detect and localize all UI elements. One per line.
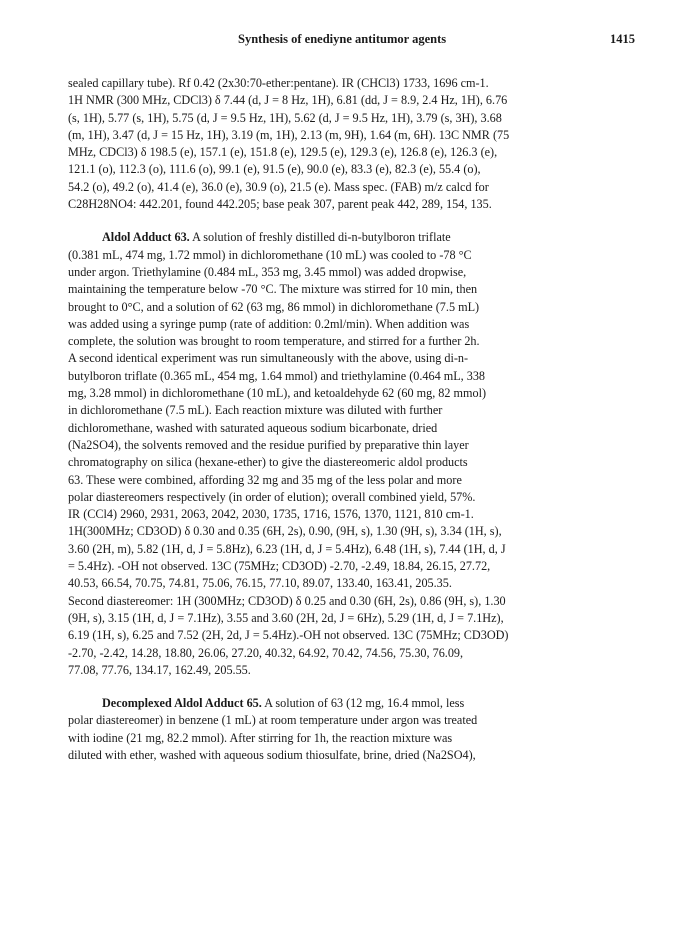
text-line: 1H(300MHz; CD3OD) δ 0.30 and 0.35 (6H, 2s), 0.90, (9H, s), 1.30 (9H, s), 3.34 (1H, s),	[68, 524, 502, 539]
section-heading: Decomplexed Aldol Adduct 65.	[102, 696, 262, 711]
text-line: 77.08, 77.76, 134.17, 162.49, 205.55.	[68, 662, 251, 677]
text-line: C28H28NO4: 442.201, found 442.205; base peak 307, parent peak 442, 289, 154, 135.	[68, 197, 492, 212]
text-line: (0.381 mL, 474 mg, 1.72 mmol) in dichloromethane (10 mL) was cooled to -78 °C	[68, 247, 472, 262]
text-line: 54.2 (o), 49.2 (o), 41.4 (e), 36.0 (e), 30.9 (o), 21.5 (e). Mass spec. (FAB) m/z calcd for	[68, 179, 489, 194]
text-line: in dichloromethane (7.5 mL). Each reaction mixture was diluted with further	[68, 403, 443, 418]
text-line: 121.1 (o), 112.3 (o), 111.6 (o), 99.1 (e), 91.5 (e), 90.0 (e), 83.3 (e), 82.3 (e), 55.4 (o),	[68, 162, 481, 177]
text-line: A second identical experiment was run simultaneously with the above, using di-n-	[68, 351, 469, 366]
running-title: Synthesis of enediyne antitumor agents	[238, 32, 447, 46]
text-line: A solution of freshly distilled di-n-butylboron triflate	[192, 230, 451, 245]
text-line: mg, 3.28 mmol) in dichloromethane (10 mL), and ketoaldehyde 62 (60 mg, 82 mmol)	[68, 386, 487, 401]
aldol-adduct-section	[68, 229, 624, 679]
text-line: A solution of 63 (12 mg, 16.4 mmol, less	[264, 696, 465, 711]
text-line: was added using a syringe pump (rate of addition: 0.2ml/min). When addition was	[68, 316, 470, 331]
page-body	[68, 75, 624, 764]
text-line: dichloromethane, washed with saturated aqueous sodium bicarbonate, dried	[68, 420, 438, 435]
text-line: maintaining the temperature below -70 °C. The mixture was stirred for 10 min, then	[68, 282, 478, 297]
text-line: with iodine (21 mg, 82.2 mmol). After stirring for 1h, the reaction mixture was	[68, 730, 453, 745]
text-line: sealed capillary tube). Rf 0.42 (2x30:70-ether:pentane). IR (CHCl3) 1733, 1696 cm-1.	[68, 76, 489, 90]
text-line: brought to 0°C, and a solution of 62 (63 mg, 86 mmol) in dichloromethane (7.5 mL)	[68, 299, 480, 314]
text-line: chromatography on silica (hexane-ether) to give the diastereomeric aldol products	[68, 455, 468, 470]
page-number: 1415	[610, 32, 635, 46]
text-line: polar diastereomers respectively (in order of elution); overall combined yield, 57%.	[68, 489, 476, 504]
running-header	[0, 32, 680, 48]
text-line: (Na2SO4), the solvents removed and the residue purified by preparative thin layer	[68, 437, 469, 452]
text-line: under argon. Triethylamine (0.484 mL, 353 mg, 3.45 mmol) was added dropwise,	[68, 264, 467, 279]
text-line: complete, the solution was brought to room temperature, and stirred for a further 2h.	[68, 334, 480, 349]
text-line: 6.19 (1H, s), 6.25 and 7.52 (2H, 2d, J = 5.4Hz).-OH not observed. 13C (75MHz; CD3OD)	[68, 628, 509, 643]
text-line: -2.70, -2.42, 14.28, 18.80, 26.06, 27.20, 40.32, 64.92, 70.42, 74.56, 75.30, 76.09,	[68, 645, 464, 660]
decomplexed-adduct-section	[68, 695, 624, 764]
text-line: butylboron triflate (0.365 mL, 454 mg, 1.64 mmol) and triethylamine (0.464 mL, 338	[68, 368, 486, 383]
section-first-line	[68, 229, 624, 246]
text-line: 3.60 (2H, m), 5.82 (1H, d, J = 5.8Hz), 6.23 (1H, d, J = 5.4Hz), 6.48 (1H, s), 7.44 (1H, d, J	[68, 541, 506, 556]
text-line: 63. These were combined, affording 32 mg and 35 mg of the less polar and more	[68, 472, 462, 487]
text-line: 40.53, 66.54, 70.75, 74.81, 75.06, 76.15, 77.10, 89.07, 133.40, 163.41, 205.35.	[68, 576, 452, 591]
section-heading: Aldol Adduct 63.	[102, 230, 190, 245]
text-line: diluted with ether, washed with aqueous sodium thiosulfate, brine, dried (Na2SO4),	[68, 747, 476, 762]
text-line: = 5.4Hz). -OH not observed. 13C (75MHz; CD3OD) -2.70, -2.49, 18.84, 26.15, 27.72,	[68, 559, 491, 574]
text-line: 1H NMR (300 MHz, CDCl3) δ 7.44 (d, J = 8 Hz, 1H), 6.81 (dd, J = 8.9, 2.4 Hz, 1H), 6.76	[68, 93, 508, 108]
text-line: (s, 1H), 5.77 (s, 1H), 5.75 (d, J = 9.5 Hz, 1H), 5.62 (d, J = 9.5 Hz, 1H), 3.79 (s, 3H), 3.68	[68, 110, 502, 125]
text-line: IR (CCl4) 2960, 2931, 2063, 2042, 2030, 1735, 1716, 1576, 1370, 1121, 810 cm-1.	[68, 507, 474, 522]
section-first-line	[68, 695, 624, 712]
text-line: polar diastereomer) in benzene (1 mL) at room temperature under argon was treated	[68, 713, 478, 728]
characterization-block	[68, 75, 624, 213]
text-line: (m, 1H), 3.47 (d, J = 15 Hz, 1H), 3.19 (m, 1H), 2.13 (m, 9H), 1.64 (m, 6H). 13C NMR (75	[68, 127, 510, 142]
text-line: Second diastereomer: 1H (300MHz; CD3OD) δ 0.25 and 0.30 (6H, 2s), 0.86 (9H, s), 1.30	[68, 593, 506, 608]
text-line: MHz, CDCl3) δ 198.5 (e), 157.1 (e), 151.8 (e), 129.5 (e), 129.3 (e), 126.8 (e), 126.3 (e),	[68, 145, 498, 160]
text-line: (9H, s), 3.15 (1H, d, J = 7.1Hz), 3.55 and 3.60 (2H, 2d, J = 6Hz), 5.29 (1H, d, J = 7.1Hz),	[68, 610, 504, 625]
